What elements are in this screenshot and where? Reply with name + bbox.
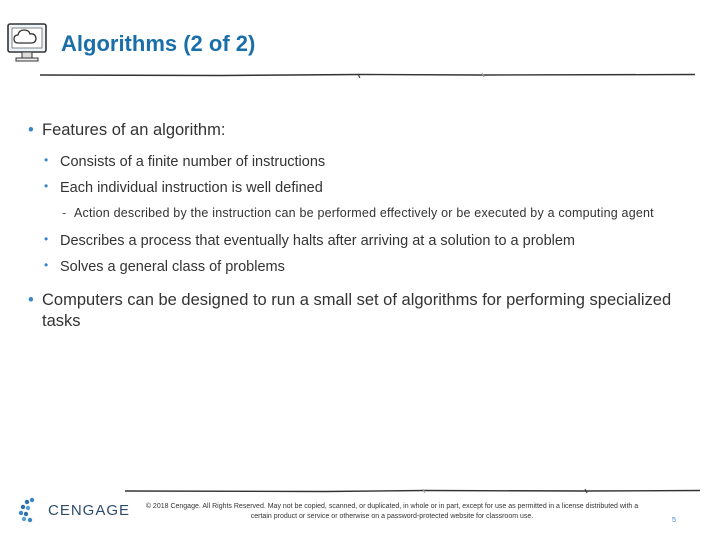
copyright-notice: © 2018 Cengage. All Rights Reserved. May not be copied, scanned, or duplicated, in whole or in part, except for use as permitted in a license distributed with a certain product or service or otherwise on a password-protected website for classroom use. [145,503,639,520]
page-number: 5 [672,517,676,524]
bullet-halts: • Describes a process that eventually halts after arriving at a solution to a problem [42,232,678,250]
bullet-computers: • Computers can be designed to run a small set of algorithms for performing specialized tasks [28,290,678,331]
title-divider [40,72,695,78]
bullet-features-heading: • Features of an algorithm: [28,120,678,141]
bullet-well-defined: • Each individual instruction is well defined [42,179,678,197]
brand-name: CENGAGE [48,502,131,519]
bullet-finite: • Consists of a finite number of instructions [42,153,678,171]
slide-body [28,120,678,343]
sub-bullet-action-described: - Action described by the instruction can be performed effectively or be executed by a computing agent [60,205,678,222]
slide-title: Algorithms (2 of 2) [61,31,256,56]
cloud-monitor-icon [6,18,56,68]
footer-divider [125,488,700,494]
bullet-general-class: • Solves a general class of problems [42,258,678,276]
